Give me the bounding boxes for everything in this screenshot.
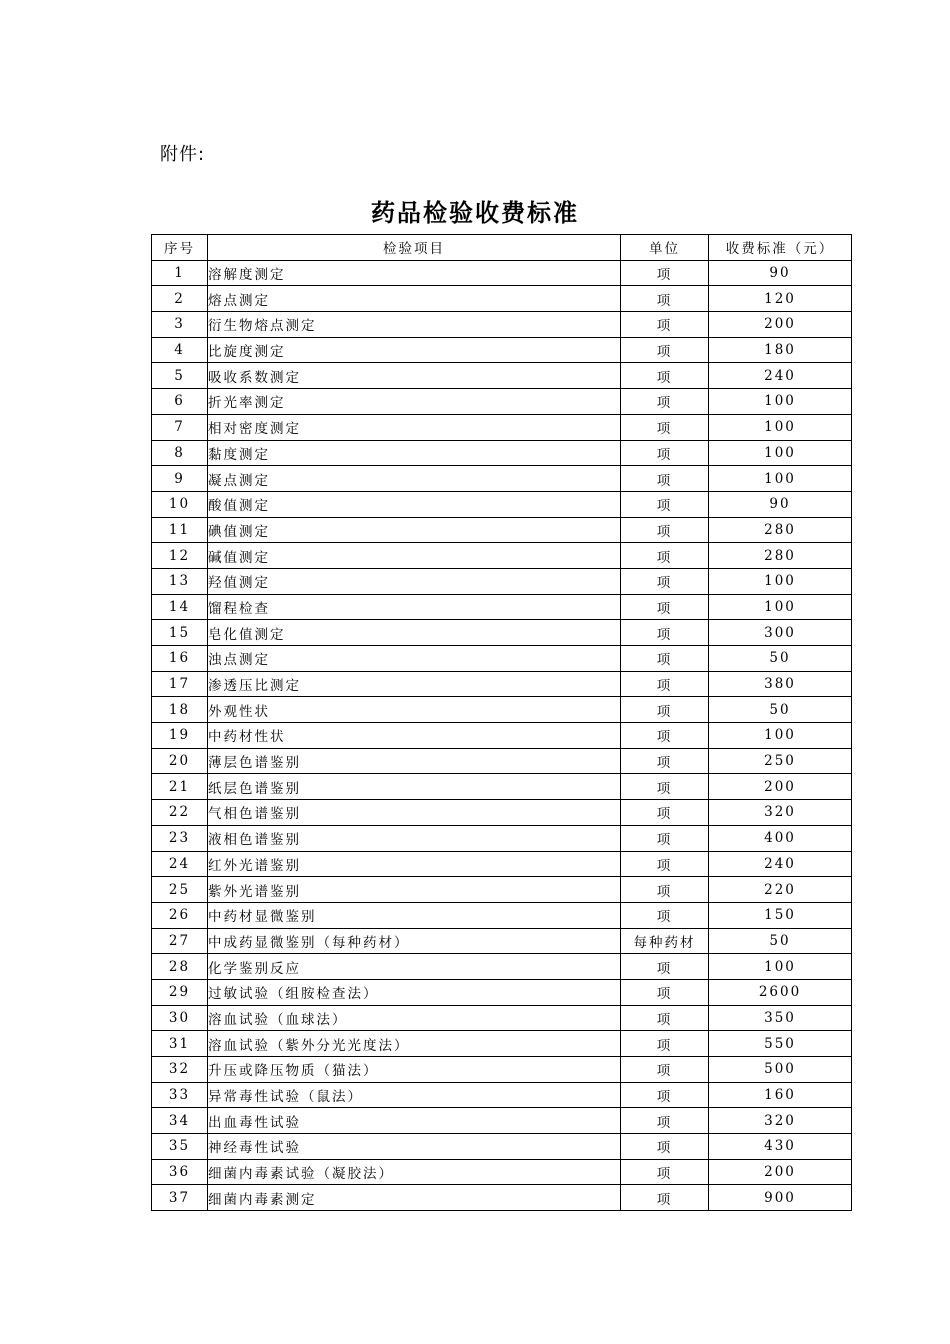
cell-no: 26 [152, 902, 208, 928]
cell-unit: 项 [621, 954, 709, 980]
cell-unit: 项 [621, 800, 709, 826]
cell-item: 羟值测定 [208, 568, 621, 594]
cell-fee: 550 [709, 1031, 852, 1057]
cell-fee: 200 [709, 1159, 852, 1185]
cell-unit: 项 [621, 646, 709, 672]
cell-unit: 项 [621, 1057, 709, 1083]
cell-item: 气相色谱鉴别 [208, 800, 621, 826]
cell-fee: 120 [709, 286, 852, 312]
cell-unit: 项 [621, 723, 709, 749]
cell-no: 13 [152, 568, 208, 594]
cell-item: 凝点测定 [208, 466, 621, 492]
cell-fee: 350 [709, 1005, 852, 1031]
cell-item: 紫外光谱鉴别 [208, 877, 621, 903]
page-title: 药品检验收费标准 [371, 199, 579, 227]
table-row [152, 800, 852, 826]
cell-unit: 项 [621, 851, 709, 877]
cell-no: 28 [152, 954, 208, 980]
table-row [152, 1185, 852, 1211]
cell-unit: 项 [621, 491, 709, 517]
table-row [152, 697, 852, 723]
cell-unit: 项 [621, 1108, 709, 1134]
cell-unit: 项 [621, 594, 709, 620]
cell-unit: 每种药材 [621, 928, 709, 954]
cell-item: 相对密度测定 [208, 414, 621, 440]
cell-fee: 90 [709, 260, 852, 286]
cell-fee: 2600 [709, 979, 852, 1005]
cell-no: 36 [152, 1159, 208, 1185]
cell-no: 17 [152, 671, 208, 697]
table-row [152, 851, 852, 877]
cell-item: 升压或降压物质（猫法） [208, 1057, 621, 1083]
cell-item: 折光率测定 [208, 389, 621, 415]
table-row [152, 1108, 852, 1134]
cell-no: 15 [152, 620, 208, 646]
cell-fee: 100 [709, 389, 852, 415]
table-row [152, 902, 852, 928]
cell-fee: 500 [709, 1057, 852, 1083]
cell-item: 化学鉴别反应 [208, 954, 621, 980]
table-row [152, 1005, 852, 1031]
cell-fee: 430 [709, 1134, 852, 1160]
cell-item: 液相色谱鉴别 [208, 825, 621, 851]
table-row [152, 260, 852, 286]
table-header-row [152, 235, 852, 261]
cell-fee: 100 [709, 440, 852, 466]
cell-no: 14 [152, 594, 208, 620]
cell-no: 5 [152, 363, 208, 389]
cell-fee: 150 [709, 902, 852, 928]
cell-no: 1 [152, 260, 208, 286]
cell-unit: 项 [621, 671, 709, 697]
cell-item: 出血毒性试验 [208, 1108, 621, 1134]
cell-item: 溶血试验（血球法） [208, 1005, 621, 1031]
cell-unit: 项 [621, 363, 709, 389]
cell-fee: 50 [709, 928, 852, 954]
cell-item: 馏程检查 [208, 594, 621, 620]
cell-unit: 项 [621, 568, 709, 594]
table-row [152, 363, 852, 389]
attachment-label: 附件: [160, 144, 206, 165]
table-row [152, 440, 852, 466]
cell-no: 37 [152, 1185, 208, 1211]
cell-fee: 280 [709, 517, 852, 543]
table-row [152, 389, 852, 415]
table-row [152, 825, 852, 851]
cell-fee: 160 [709, 1082, 852, 1108]
cell-no: 34 [152, 1108, 208, 1134]
cell-item: 异常毒性试验（鼠法） [208, 1082, 621, 1108]
cell-no: 22 [152, 800, 208, 826]
cell-no: 6 [152, 389, 208, 415]
cell-fee: 300 [709, 620, 852, 646]
cell-fee: 100 [709, 466, 852, 492]
cell-item: 纸层色谱鉴别 [208, 774, 621, 800]
table-row [152, 774, 852, 800]
cell-no: 31 [152, 1031, 208, 1057]
cell-item: 黏度测定 [208, 440, 621, 466]
cell-no: 4 [152, 337, 208, 363]
table-row [152, 954, 852, 980]
cell-item: 外观性状 [208, 697, 621, 723]
cell-fee: 200 [709, 774, 852, 800]
cell-unit: 项 [621, 1185, 709, 1211]
table-row [152, 1082, 852, 1108]
cell-fee: 320 [709, 800, 852, 826]
cell-unit: 项 [621, 389, 709, 415]
cell-item: 浊点测定 [208, 646, 621, 672]
cell-fee: 100 [709, 723, 852, 749]
cell-no: 35 [152, 1134, 208, 1160]
cell-unit: 项 [621, 312, 709, 338]
table-row [152, 723, 852, 749]
header-unit: 单位 [621, 235, 709, 261]
cell-unit: 项 [621, 902, 709, 928]
cell-fee: 100 [709, 568, 852, 594]
cell-no: 21 [152, 774, 208, 800]
cell-item: 中药材显微鉴别 [208, 902, 621, 928]
cell-no: 24 [152, 851, 208, 877]
header-fee: 收费标准（元） [709, 235, 852, 261]
cell-item: 细菌内毒素试验（凝胶法） [208, 1159, 621, 1185]
table-row [152, 543, 852, 569]
table-row [152, 491, 852, 517]
cell-unit: 项 [621, 1159, 709, 1185]
cell-no: 32 [152, 1057, 208, 1083]
cell-unit: 项 [621, 1031, 709, 1057]
cell-unit: 项 [621, 1005, 709, 1031]
cell-item: 比旋度测定 [208, 337, 621, 363]
table-row [152, 594, 852, 620]
table-row [152, 928, 852, 954]
cell-unit: 项 [621, 1134, 709, 1160]
cell-no: 18 [152, 697, 208, 723]
table-row [152, 1159, 852, 1185]
cell-item: 中药材性状 [208, 723, 621, 749]
cell-unit: 项 [621, 337, 709, 363]
table-row [152, 414, 852, 440]
cell-no: 30 [152, 1005, 208, 1031]
cell-fee: 280 [709, 543, 852, 569]
cell-no: 16 [152, 646, 208, 672]
table-row [152, 1031, 852, 1057]
cell-no: 33 [152, 1082, 208, 1108]
cell-fee: 250 [709, 748, 852, 774]
header-no: 序号 [152, 235, 208, 261]
table-row [152, 312, 852, 338]
table-row [152, 748, 852, 774]
cell-unit: 项 [621, 517, 709, 543]
cell-fee: 100 [709, 414, 852, 440]
table-row [152, 671, 852, 697]
cell-unit: 项 [621, 466, 709, 492]
cell-unit: 项 [621, 825, 709, 851]
cell-item: 红外光谱鉴别 [208, 851, 621, 877]
table-row [152, 979, 852, 1005]
table-body [152, 260, 852, 1210]
cell-unit: 项 [621, 620, 709, 646]
cell-no: 2 [152, 286, 208, 312]
table-row [152, 286, 852, 312]
cell-fee: 240 [709, 851, 852, 877]
cell-fee: 100 [709, 954, 852, 980]
cell-no: 12 [152, 543, 208, 569]
cell-fee: 900 [709, 1185, 852, 1211]
cell-no: 9 [152, 466, 208, 492]
table-row [152, 337, 852, 363]
cell-item: 溶血试验（紫外分光光度法） [208, 1031, 621, 1057]
cell-fee: 100 [709, 594, 852, 620]
cell-no: 19 [152, 723, 208, 749]
cell-no: 29 [152, 979, 208, 1005]
table-row [152, 1134, 852, 1160]
cell-no: 23 [152, 825, 208, 851]
cell-no: 25 [152, 877, 208, 903]
cell-no: 11 [152, 517, 208, 543]
table-row [152, 568, 852, 594]
cell-no: 3 [152, 312, 208, 338]
cell-unit: 项 [621, 260, 709, 286]
cell-item: 渗透压比测定 [208, 671, 621, 697]
cell-item: 溶解度测定 [208, 260, 621, 286]
table-row [152, 466, 852, 492]
cell-fee: 220 [709, 877, 852, 903]
cell-item: 衍生物熔点测定 [208, 312, 621, 338]
cell-item: 吸收系数测定 [208, 363, 621, 389]
table-row [152, 620, 852, 646]
cell-unit: 项 [621, 543, 709, 569]
cell-item: 细菌内毒素测定 [208, 1185, 621, 1211]
cell-unit: 项 [621, 697, 709, 723]
cell-fee: 320 [709, 1108, 852, 1134]
cell-fee: 240 [709, 363, 852, 389]
cell-no: 20 [152, 748, 208, 774]
cell-fee: 380 [709, 671, 852, 697]
cell-fee: 400 [709, 825, 852, 851]
cell-unit: 项 [621, 979, 709, 1005]
cell-fee: 90 [709, 491, 852, 517]
cell-fee: 180 [709, 337, 852, 363]
cell-unit: 项 [621, 440, 709, 466]
cell-item: 薄层色谱鉴别 [208, 748, 621, 774]
cell-item: 碘值测定 [208, 517, 621, 543]
cell-item: 过敏试验（组胺检查法） [208, 979, 621, 1005]
cell-unit: 项 [621, 877, 709, 903]
cell-unit: 项 [621, 1082, 709, 1108]
cell-unit: 项 [621, 286, 709, 312]
cell-item: 碱值测定 [208, 543, 621, 569]
fee-table [151, 234, 852, 1211]
cell-fee: 50 [709, 697, 852, 723]
cell-item: 中成药显微鉴别（每种药材） [208, 928, 621, 954]
header-item: 检验项目 [208, 235, 621, 261]
cell-no: 10 [152, 491, 208, 517]
table-row [152, 1057, 852, 1083]
cell-item: 熔点测定 [208, 286, 621, 312]
cell-unit: 项 [621, 414, 709, 440]
cell-no: 7 [152, 414, 208, 440]
table-row [152, 646, 852, 672]
cell-item: 皂化值测定 [208, 620, 621, 646]
cell-fee: 50 [709, 646, 852, 672]
cell-item: 酸值测定 [208, 491, 621, 517]
cell-no: 8 [152, 440, 208, 466]
cell-no: 27 [152, 928, 208, 954]
cell-unit: 项 [621, 748, 709, 774]
cell-fee: 200 [709, 312, 852, 338]
cell-item: 神经毒性试验 [208, 1134, 621, 1160]
cell-unit: 项 [621, 774, 709, 800]
table-row [152, 877, 852, 903]
table-row [152, 517, 852, 543]
